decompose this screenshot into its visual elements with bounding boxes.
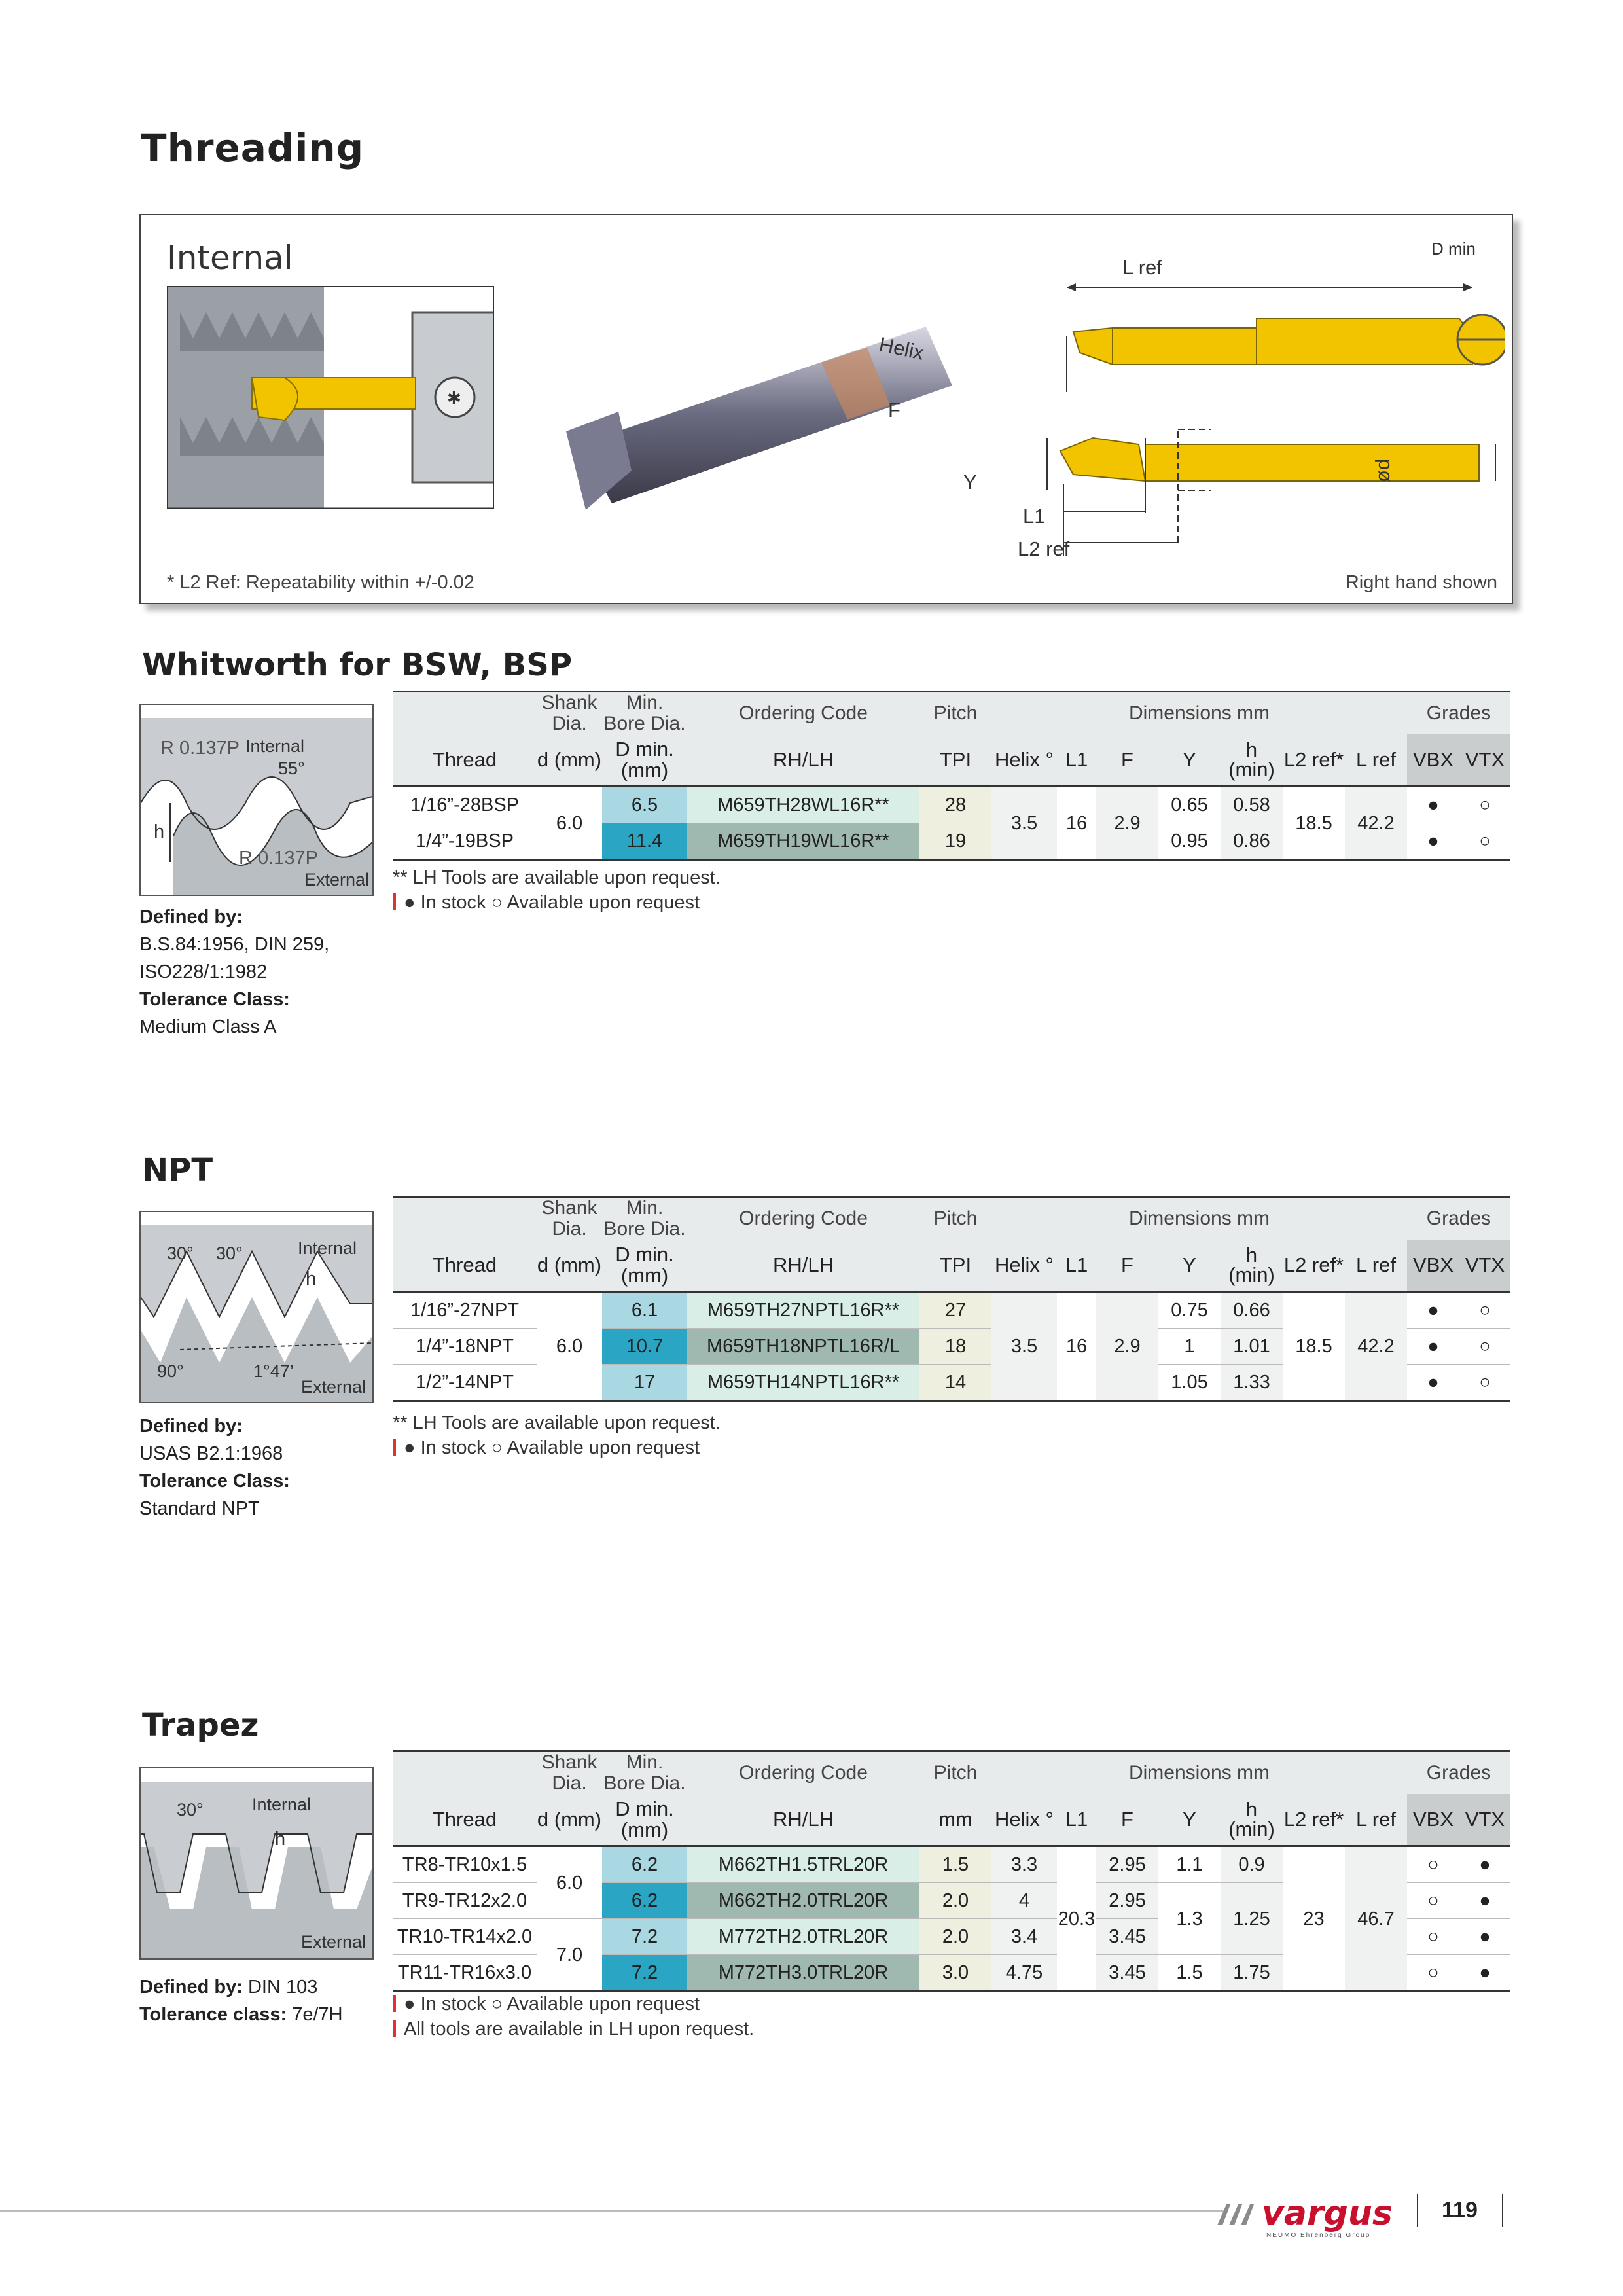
thread-cell: 1/4”-18NPT (393, 1329, 537, 1365)
table-row (393, 787, 1510, 823)
npt-table (393, 1196, 1510, 1402)
vbx-cell: ○ (1407, 1955, 1459, 1992)
dims-head: Dimensions mm (991, 692, 1407, 735)
pitch-cell: 2.0 (919, 1883, 991, 1919)
lref-head: L ref (1345, 1240, 1407, 1292)
f-cell: 2.9 (1096, 1292, 1158, 1401)
vtx-head: VTX (1459, 1794, 1510, 1846)
ordering-head: Ordering Code (687, 692, 919, 735)
dmin-cell: 11.4 (602, 823, 687, 860)
radius-bottom-label: R 0.137P (239, 848, 318, 869)
thread-cell: TR10-TR14x2.0 (393, 1919, 537, 1955)
mm-head: (mm) (620, 1264, 669, 1287)
min-head: Min. (626, 1197, 664, 1219)
whitworth-notes (393, 865, 721, 915)
trapez-definition (139, 1973, 343, 2028)
defined-line: B.S.84:1956, DIN 259, (139, 934, 330, 955)
h-label: h (154, 821, 165, 842)
dmin-cell: 10.7 (602, 1329, 687, 1365)
tpi-cell: 19 (919, 823, 991, 860)
h-cell: 1.01 (1221, 1329, 1283, 1365)
thread-cell: 1/2”-14NPT (393, 1365, 537, 1401)
footer-divider (1502, 2194, 1503, 2227)
code-cell: M662TH2.0TRL20R (687, 1883, 919, 1919)
l1-head: L1 (1057, 1794, 1096, 1846)
tolerance-value: Standard NPT (139, 1498, 260, 1519)
l2ref-cell: 18.5 (1283, 787, 1345, 860)
thread-cell: 1/16”-27NPT (393, 1292, 537, 1329)
lref-cell: 42.2 (1345, 787, 1407, 860)
dims-head: Dimensions mm (991, 1197, 1407, 1240)
lh-note: All tools are available in LH upon request. (404, 2018, 755, 2039)
vbx-cell: ● (1407, 823, 1459, 860)
tpi-cell: 27 (919, 1292, 991, 1329)
h-cell: 1.33 (1221, 1365, 1283, 1401)
vtx-cell: ● (1459, 1919, 1510, 1955)
grades-head: Grades (1407, 1751, 1510, 1795)
whitworth-table (393, 691, 1510, 861)
h-label: h (306, 1268, 317, 1289)
mm-head: (mm) (620, 1818, 669, 1841)
stock-note: ● In stock ○ Available upon request (404, 892, 700, 913)
rhlh-head: RH/LH (687, 1240, 919, 1292)
dia-head: Dia. (552, 713, 587, 734)
dims-head: Dimensions mm (991, 1751, 1407, 1795)
tolerance-value: Medium Class A (139, 1016, 277, 1037)
code-cell: M659TH14NPTL16R** (687, 1365, 919, 1401)
code-cell: M659TH27NPTL16R** (687, 1292, 919, 1329)
dmin-cell: 6.2 (602, 1883, 687, 1919)
angle-label: 30° (177, 1800, 204, 1820)
internal-label: Internal (245, 736, 305, 756)
lref-cell: 46.7 (1345, 1846, 1407, 1992)
rhlh-head: RH/LH (687, 1794, 919, 1846)
whitworth-profile (139, 704, 374, 896)
vbx-cell: ○ (1407, 1883, 1459, 1919)
vbx-head: VBX (1407, 1240, 1459, 1292)
min-head: Min. (626, 1751, 664, 1773)
external-label: External (304, 870, 370, 889)
trapez-title: Trapez (142, 1707, 259, 1744)
l1-label: L1 (1023, 505, 1046, 528)
internal-label: Internal (298, 1238, 357, 1258)
grades-head: Grades (1407, 1197, 1510, 1240)
y-label: Y (963, 471, 977, 493)
tolerance-label: Tolerance class: (139, 2004, 287, 2025)
dmin-head: D min. (615, 1243, 674, 1266)
lh-note: ** LH Tools are available upon request. (393, 1412, 721, 1433)
npt-profile (139, 1211, 374, 1403)
mm-head: (mm) (620, 759, 669, 781)
tool-dimension-drawing (903, 255, 1505, 556)
defined-line: USAS B2.1:1968 (139, 1443, 283, 1464)
angle-label: 55° (278, 759, 305, 778)
internal-label: Internal (252, 1795, 312, 1814)
shank-head: Shank (541, 692, 597, 713)
vtx-head: VTX (1459, 734, 1510, 787)
bore-head: Bore Dia. (603, 713, 686, 734)
vtx-cell: ○ (1459, 787, 1510, 823)
bore-head: Bore Dia. (603, 1218, 686, 1240)
l1-head: L1 (1057, 1240, 1096, 1292)
thread-section-illustration (167, 286, 494, 509)
h-label: h (275, 1829, 286, 1850)
f-cell: 2.95 (1096, 1846, 1158, 1883)
panel-heading: Internal (167, 239, 293, 277)
dmin-head: D min. (615, 1797, 674, 1820)
h-cell: 0.86 (1221, 823, 1283, 860)
shank-cell: 6.0 (537, 1292, 602, 1401)
stock-note: ● In stock ○ Available upon request (404, 1994, 700, 2015)
l2ref-head: L2 ref* (1283, 734, 1345, 787)
y-cell: 0.65 (1158, 787, 1221, 823)
y-cell: 0.95 (1158, 823, 1221, 860)
y-cell: 1.3 (1158, 1883, 1221, 1955)
pitch-cell: 2.0 (919, 1919, 991, 1955)
y-cell: 1.05 (1158, 1365, 1221, 1401)
npt-title: NPT (142, 1152, 213, 1189)
external-label: External (301, 1932, 366, 1952)
vtx-cell: ○ (1459, 823, 1510, 860)
tpi-cell: 14 (919, 1365, 991, 1401)
helix-cell: 4 (991, 1883, 1057, 1919)
whitworth-title: Whitworth for BSW, BSP (142, 647, 573, 683)
helix-label: Helix (877, 332, 926, 365)
table-row (393, 1846, 1510, 1883)
hmin-head: (min) (1228, 758, 1275, 781)
tpi-cell: 18 (919, 1329, 991, 1365)
lref-head: L ref (1345, 1794, 1407, 1846)
y-head: Y (1158, 1240, 1221, 1292)
lh-note: ** LH Tools are available upon request. (393, 867, 721, 888)
ordering-head: Ordering Code (687, 1197, 919, 1240)
vbx-head: VBX (1407, 734, 1459, 787)
thread-cell: 1/4”-19BSP (393, 823, 537, 860)
vtx-cell: ● (1459, 1955, 1510, 1992)
vbx-head: VBX (1407, 1794, 1459, 1846)
f-cell: 2.95 (1096, 1883, 1158, 1919)
bore-head: Bore Dia. (603, 1772, 686, 1794)
l2ref-head: L2 ref* (1283, 1240, 1345, 1292)
helix-cell: 3.5 (991, 1292, 1057, 1401)
pitch-cell: 1.5 (919, 1846, 991, 1883)
pitch-head: Pitch (919, 1751, 991, 1795)
red-bar-icon (393, 1439, 396, 1456)
pitch-head: Pitch (919, 692, 991, 735)
d-head: d (mm) (537, 1240, 602, 1292)
f-label: F (888, 399, 901, 422)
l2ref-cell: 23 (1283, 1846, 1345, 1992)
panel-note: * L2 Ref: Repeatability within +/-0.02 (167, 572, 474, 593)
code-cell: M772TH2.0TRL20R (687, 1919, 919, 1955)
dmin-cell: 7.2 (602, 1955, 687, 1992)
external-label: External (301, 1377, 366, 1397)
h-cell: 0.9 (1221, 1846, 1283, 1883)
npt-definition (139, 1412, 290, 1522)
code-cell: M659TH19WL16R** (687, 823, 919, 860)
footer-divider (1417, 2194, 1418, 2227)
vtx-head: VTX (1459, 1240, 1510, 1292)
ordering-head: Ordering Code (687, 1751, 919, 1795)
radius-top-label: R 0.137P (160, 738, 240, 759)
l2ref-label: L2 ref (1018, 537, 1070, 560)
y-cell: 1 (1158, 1329, 1221, 1365)
f-head: F (1096, 734, 1158, 787)
dmin-cell: 6.1 (602, 1292, 687, 1329)
min-head: Min. (626, 692, 664, 713)
pitch-mm-head: mm (919, 1794, 991, 1846)
f-head: F (1096, 1240, 1158, 1292)
shank-cell: 7.0 (537, 1919, 602, 1992)
lref-cell: 42.2 (1345, 1292, 1407, 1401)
hmin-head: (min) (1228, 1818, 1275, 1840)
y-head: Y (1158, 1794, 1221, 1846)
l2ref-cell: 18.5 (1283, 1292, 1345, 1401)
l2ref-head: L2 ref* (1283, 1794, 1345, 1846)
stock-note: ● In stock ○ Available upon request (404, 1437, 700, 1458)
od-label: ød (1371, 458, 1395, 483)
y-head: Y (1158, 734, 1221, 787)
tolerance-value: 7e/7H (287, 2004, 343, 2025)
helix-head: Helix ° (991, 1240, 1057, 1292)
helix-cell: 3.3 (991, 1846, 1057, 1883)
code-cell: M659TH18NPTL16R/L (687, 1329, 919, 1365)
y-cell: 0.75 (1158, 1292, 1221, 1329)
angle-label: 30° (216, 1244, 243, 1263)
code-cell: M772TH3.0TRL20R (687, 1955, 919, 1992)
tpi-cell: 28 (919, 787, 991, 823)
shank-head: Shank (541, 1197, 597, 1219)
helix-head: Helix ° (991, 1794, 1057, 1846)
trapez-notes (393, 1992, 754, 2041)
thread-head: Thread (393, 1240, 537, 1292)
npt-notes (393, 1410, 721, 1460)
helix-cell: 4.75 (991, 1955, 1057, 1992)
tpi-head: TPI (919, 1240, 991, 1292)
trapez-table (393, 1750, 1510, 1992)
page-number: 119 (1442, 2198, 1478, 2223)
l1-cell: 20.3 (1057, 1846, 1096, 1992)
rhlh-head: RH/LH (687, 734, 919, 787)
h-head: h (1245, 738, 1258, 761)
vbx-cell: ● (1407, 787, 1459, 823)
vbx-cell: ● (1407, 1292, 1459, 1329)
vbx-cell: ○ (1407, 1846, 1459, 1883)
logo-subtitle: NEUMO Ehrenberg Group (1266, 2232, 1371, 2239)
l1-head: L1 (1057, 734, 1096, 787)
vtx-cell: ● (1459, 1883, 1510, 1919)
helix-cell: 3.4 (991, 1919, 1057, 1955)
angle-label: 30° (167, 1244, 194, 1263)
defined-value: DIN 103 (242, 1977, 318, 1998)
vtx-cell: ○ (1459, 1329, 1510, 1365)
l1-cell: 16 (1057, 1292, 1096, 1401)
angle-label: 1°47’ (253, 1361, 294, 1381)
page-title: Threading (141, 126, 365, 170)
defined-by-label: Defined by: (139, 906, 243, 927)
h-cell: 1.25 (1221, 1883, 1283, 1955)
dmin-head: D min. (615, 738, 674, 761)
f-cell: 3.45 (1096, 1955, 1158, 1992)
defined-by-label: Defined by: (139, 1416, 243, 1437)
thread-cell: 1/16”-28BSP (393, 787, 537, 823)
dmin-cell: 17 (602, 1365, 687, 1401)
shank-cell: 6.0 (537, 1846, 602, 1919)
table-row (393, 1292, 1510, 1329)
thread-head: Thread (393, 1794, 537, 1846)
h-head: h (1245, 1798, 1258, 1821)
thread-cell: TR11-TR16x3.0 (393, 1955, 537, 1992)
h-cell: 0.66 (1221, 1292, 1283, 1329)
shank-cell: 6.0 (537, 787, 602, 860)
red-bar-icon (393, 2020, 396, 2037)
thread-head: Thread (393, 734, 537, 787)
dmin-cell: 6.2 (602, 1846, 687, 1883)
dia-head: Dia. (552, 1218, 587, 1240)
code-cell: M659TH28WL16R** (687, 787, 919, 823)
right-hand-note: Right hand shown (1345, 572, 1497, 593)
defined-by-label: Defined by: (139, 1977, 243, 1998)
svg-text:✱: ✱ (447, 389, 461, 408)
hmin-head: (min) (1228, 1263, 1275, 1286)
vbx-cell: ○ (1407, 1919, 1459, 1955)
vargus-logo: vargus (1262, 2194, 1393, 2233)
vbx-cell: ● (1407, 1365, 1459, 1401)
internal-tool-panel (139, 214, 1513, 604)
helix-cell: 3.5 (991, 787, 1057, 860)
helix-head: Helix ° (991, 734, 1057, 787)
d-head: d (mm) (537, 734, 602, 787)
dmin-cell: 6.5 (602, 787, 687, 823)
dmin-label: D min (1431, 239, 1476, 259)
thread-cell: TR9-TR12x2.0 (393, 1883, 537, 1919)
footer-rule (0, 2210, 1224, 2212)
trapez-profile (139, 1767, 374, 1960)
code-cell: M662TH1.5TRL20R (687, 1846, 919, 1883)
angle-label: 90° (157, 1361, 184, 1381)
vtx-cell: ○ (1459, 1292, 1510, 1329)
red-bar-icon (393, 1995, 396, 2012)
lref-head: L ref (1345, 734, 1407, 787)
f-head: F (1096, 1794, 1158, 1846)
red-bar-icon (393, 893, 396, 910)
h-cell: 0.58 (1221, 787, 1283, 823)
dia-head: Dia. (552, 1772, 587, 1794)
y-cell: 1.5 (1158, 1955, 1221, 1992)
vargus-mark-icon (1217, 2200, 1263, 2227)
shank-head: Shank (541, 1751, 597, 1773)
vbx-cell: ● (1407, 1329, 1459, 1365)
h-head: h (1245, 1244, 1258, 1266)
y-cell: 1.1 (1158, 1846, 1221, 1883)
l1-cell: 16 (1057, 787, 1096, 860)
pitch-head: Pitch (919, 1197, 991, 1240)
f-cell: 2.9 (1096, 787, 1158, 860)
tolerance-label: Tolerance Class: (139, 1471, 290, 1492)
d-head: d (mm) (537, 1794, 602, 1846)
h-cell: 1.75 (1221, 1955, 1283, 1992)
whitworth-definition (139, 903, 329, 1041)
dmin-cell: 7.2 (602, 1919, 687, 1955)
lref-label: L ref (1122, 256, 1162, 279)
vtx-cell: ○ (1459, 1365, 1510, 1401)
f-cell: 3.45 (1096, 1919, 1158, 1955)
tpi-head: TPI (919, 734, 991, 787)
grades-head: Grades (1407, 692, 1510, 735)
thread-cell: TR8-TR10x1.5 (393, 1846, 537, 1883)
vtx-cell: ● (1459, 1846, 1510, 1883)
tolerance-label: Tolerance Class: (139, 989, 290, 1010)
defined-line: ISO228/1:1982 (139, 961, 268, 982)
pitch-cell: 3.0 (919, 1955, 991, 1992)
